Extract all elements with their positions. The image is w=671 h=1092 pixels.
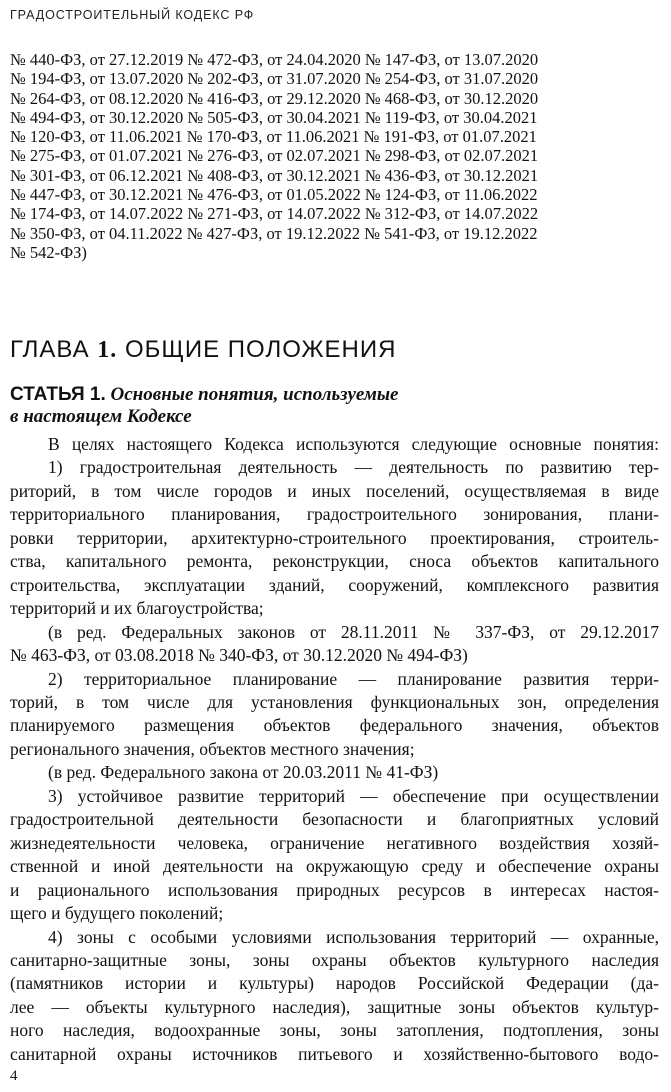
body-line: санитарно-защитные зоны, зоны охраны объектов культурного наследия <box>10 949 659 970</box>
body-line: (памятников истории и культуры) народов Российской Федерации (да- <box>10 973 659 994</box>
body-line: регионального значения, объектов местного значения; <box>10 738 415 759</box>
page-number: 4 <box>10 1068 18 1084</box>
body-line: жизнедеятельности человека, ограничение негативного воздействия хозяй- <box>10 832 659 853</box>
amendment-line: № 275-ФЗ, от 01.07.2021 № 276-ФЗ, от 02.07.2021 № 298-ФЗ, от 02.07.2021 <box>10 146 539 166</box>
body-line: градостроительной деятельности безопасности и благоприятных условий <box>10 809 659 830</box>
body-line: 2) территориальное планирование — планирование развития терри- <box>48 668 659 689</box>
body-line: 3) устойчивое развитие территорий — обеспечение при осуществлении <box>48 785 659 806</box>
body-line: планируемого размещения объектов федерального значения, объектов <box>10 715 659 736</box>
chapter-label: ГЛАВА <box>10 336 98 363</box>
chapter-number: 1. <box>97 337 118 363</box>
article-title-line: в настоящем Кодексе <box>10 406 192 427</box>
body-line: ровки территории, архитектурно-строительного проектирования, строитель- <box>10 527 659 548</box>
chapter-heading <box>10 336 396 364</box>
amendment-line: № 174-ФЗ, от 14.07.2022 № 271-ФЗ, от 14.07.2022 № 312-ФЗ, от 14.07.2022 <box>10 204 539 224</box>
body-line: 1) градостроительная деятельность — деятельность по развитию тер- <box>48 457 659 478</box>
amendment-line: № 494-ФЗ, от 30.12.2020 № 505-ФЗ, от 30.04.2021 № 119-ФЗ, от 30.04.2021 <box>10 107 538 127</box>
body-line: щего и будущего поколений; <box>10 903 224 924</box>
body-line: № 463-ФЗ, от 03.08.2018 № 340-ФЗ, от 30.12.2020 № 494-ФЗ) <box>10 645 468 666</box>
amendment-line: № 447-ФЗ, от 30.12.2021 № 476-ФЗ, от 01.05.2022 № 124-ФЗ, от 11.06.2022 <box>10 185 538 205</box>
amendment-line: № 542-ФЗ) <box>10 242 87 262</box>
body-line: территориального планирования, градостроительного зонирования, плани- <box>10 504 659 525</box>
article-body <box>10 433 659 1066</box>
article-heading <box>10 384 399 428</box>
body-line: ства, капитального ремонта, реконструкции, сноса объектов капитального <box>10 551 659 572</box>
body-line: лее — объекты культурного наследия), защитные зоны объектов культур- <box>10 996 659 1017</box>
body-line: санитарной охраны источников питьевого и хозяйственно-бытового водо- <box>10 1043 659 1064</box>
body-line: территорий и их благоустройства; <box>10 598 264 619</box>
body-line: 4) зоны с особыми условиями использования территорий — охранные, <box>48 926 659 947</box>
amendment-line: № 194-ФЗ, от 13.07.2020 № 202-ФЗ, от 31.07.2020 № 254-ФЗ, от 31.07.2020 <box>10 69 539 89</box>
body-line: риторий, в том числе городов и иных поселений, осуществляемая в виде <box>10 480 659 501</box>
article-title-line: Основные понятия, используемые <box>110 384 399 405</box>
amendment-line: № 120-ФЗ, от 11.06.2021 № 170-ФЗ, от 11.06.2021 № 191-ФЗ, от 01.07.2021 <box>10 127 537 147</box>
body-line: ственной и иной деятельности на окружающую среду и обеспечение охраны <box>10 856 659 877</box>
amendments-list <box>10 50 630 262</box>
body-line: (в ред. Федеральных законов от 28.11.2011 № 337-ФЗ, от 29.12.2017 <box>48 621 659 642</box>
chapter-title: ОБЩИЕ ПОЛОЖЕНИЯ <box>117 336 397 363</box>
body-line: ного наследия, водоохранные зоны, зоны затопления, подтопления, зоны <box>10 1020 659 1041</box>
amendment-line: № 301-ФЗ, от 06.12.2021 № 408-ФЗ, от 30.12.2021 № 436-ФЗ, от 30.12.2021 <box>10 165 539 185</box>
amendment-line: № 440-ФЗ, от 27.12.2019 № 472-ФЗ, от 24.04.2020 № 147-ФЗ, от 13.07.2020 <box>10 50 539 69</box>
body-line: (в ред. Федерального закона от 20.03.2011 № 41-ФЗ) <box>48 762 439 783</box>
article-label: СТАТЬЯ 1. <box>10 384 106 405</box>
amendment-line: № 264-ФЗ, от 08.12.2020 № 416-ФЗ, от 29.12.2020 № 468-ФЗ, от 30.12.2020 <box>10 88 539 108</box>
running-head: ГРАДОСТРОИТЕЛЬНЫЙ КОДЕКС РФ <box>10 8 255 22</box>
body-line: торий, в том числе для установления функциональных зон, определения <box>10 691 659 712</box>
amendment-line: № 350-ФЗ, от 04.11.2022 № 427-ФЗ, от 19.12.2022 № 541-ФЗ, от 19.12.2022 <box>10 223 538 243</box>
body-line: и рационального использования природных ресурсов в интересах настоя- <box>10 879 659 900</box>
body-line: строительства, эксплуатации зданий, сооружений, комплексного развития <box>10 574 659 595</box>
body-line: В целях настоящего Кодекса используются следующие основные понятия: <box>48 434 659 454</box>
